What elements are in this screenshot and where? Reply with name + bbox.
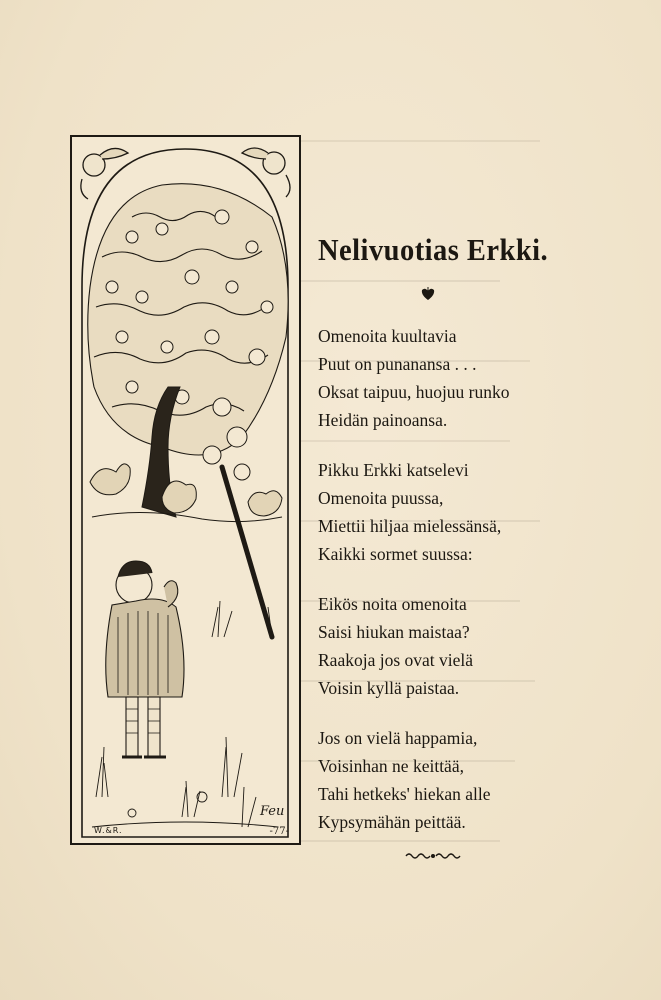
stanza-1 [318,322,510,434]
poem-line: Pikku Erkki katselevi [318,460,469,480]
tree-canopy [88,184,288,455]
poem-line: Voisin kyllä paistaa. [318,678,460,698]
poem-line: Oksat taipuu, huojuu runko [318,382,510,402]
fleuron-icon [418,286,438,302]
illustration-drawing [72,137,299,843]
poem-line: Heidän painoansa. [318,410,448,430]
poem-line: Voisinhan ne keittää, [318,756,464,776]
stanza-4 [318,724,510,836]
poem-line: Kaikki sormet suussa: [318,544,473,564]
stanza-3 [318,590,510,702]
poem-line: Saisi hiukan maistaa? [318,622,470,642]
poem [318,232,618,832]
apple-tree-illustration [70,135,301,845]
stanza-2 [318,456,510,568]
corner-apple-left-icon [81,148,128,199]
poem-line: Puut on punanansa . . . [318,354,477,374]
poem-line: Eikös noita omenoita [318,594,467,614]
page-number: -77- [269,826,289,837]
poem-line: Kypsymähän peittää. [318,812,466,832]
poem-line: Tahi hetkeks' hiekan alle [318,784,491,804]
chickens [90,464,282,516]
signature-text: Feu [260,804,285,819]
boy-figure [106,561,184,757]
poem-line: Miettii hiljaa mielessänsä, [318,516,502,536]
monogram-text: W.&R. [94,826,123,835]
poem-line: Omenoita puussa, [318,488,444,508]
stanzas [318,322,510,836]
poem-title: Nelivuotias Erkki. [318,232,549,267]
poem-line: Jos on vielä happamia, [318,728,478,748]
tailpiece-ornament-icon [404,851,462,861]
poem-line: Raakoja jos ovat vielä [318,650,474,670]
poem-line: Omenoita kuultavia [318,326,457,346]
